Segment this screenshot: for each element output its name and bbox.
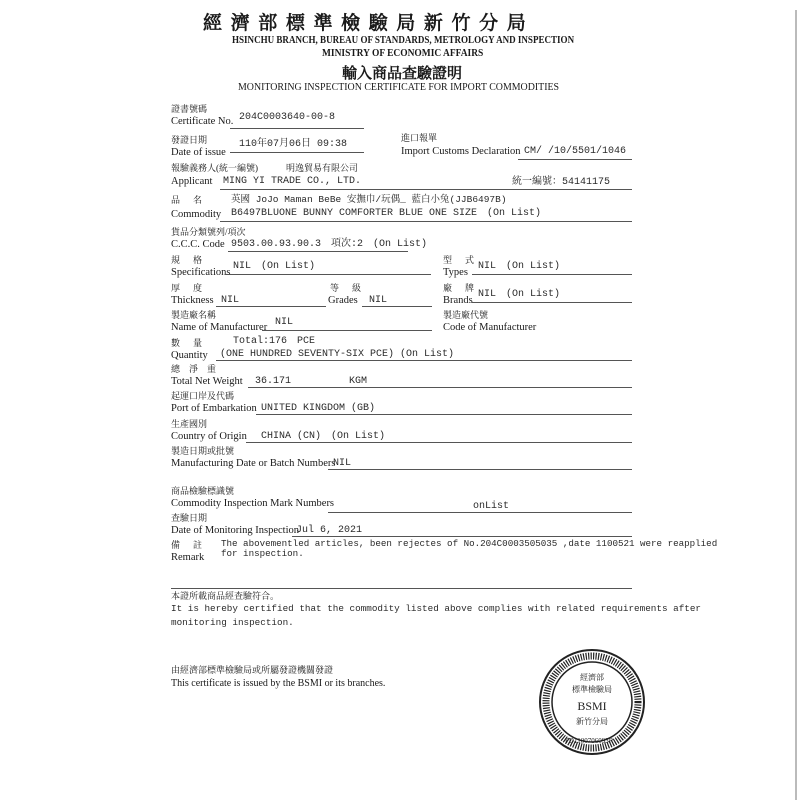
seal-line-1: 經濟部: [580, 673, 604, 682]
remark-label-en: Remark: [171, 552, 205, 563]
manufacturer-value: NIL: [275, 317, 294, 328]
applicant-zh-value: 明逸貿易有限公司: [286, 163, 359, 173]
header-title-zh: 經 濟 部 標 準 檢 驗 局 新 竹 分 局: [203, 12, 527, 34]
mfg-date-label-en: Manufacturing Date or Batch Numbers: [171, 458, 336, 469]
issue-date-value: 110年07月06日 09:38: [239, 139, 348, 150]
seal-line-3: BSMI: [577, 699, 607, 713]
page-edge: [795, 10, 797, 800]
applicant-label-zh: 報驗義務人(統一編號): [171, 163, 258, 173]
cert-no-value: 204C0003640-00-8: [239, 112, 336, 123]
port-line: [256, 414, 632, 415]
mark-line: [328, 512, 632, 513]
quantity-words: (ONE HUNDRED SEVENTY-SIX PCE) (On List): [220, 349, 455, 360]
commodity-en-value: B6497BLUONE BUNNY COMFORTER BLUE ONE SIZE (On List): [231, 208, 542, 219]
spec-label-en: Specifications: [171, 267, 231, 278]
commodity-label-en: Commodity: [171, 209, 222, 220]
types-line: [472, 274, 632, 275]
weight-line: [248, 387, 632, 388]
remark-line-1: The abovementled articles, been rejectes of No.204C0003505035 ,date 1100521 were reapplied: [221, 538, 718, 549]
cert-no-label-zh: 證書號碼: [171, 104, 208, 114]
grades-line: [362, 306, 432, 307]
ccc-line: [228, 251, 408, 252]
quantity-value: Total:176 PCE: [233, 336, 316, 347]
mark-label-zh: 商品檢驗標識號: [171, 486, 235, 496]
monitor-value: Jul 6, 2021: [296, 525, 363, 536]
header-title-en: HSINCHU BRANCH, BUREAU OF STANDARDS, METROLOGY AND INSPECTION: [232, 35, 575, 46]
customs-value: CM/ /10/5501/1046: [524, 146, 627, 157]
ccc-label-zh: 貨品分類號列/項次: [171, 227, 246, 237]
applicant-label-en: Applicant: [171, 176, 213, 187]
origin-label-en: Country of Origin: [171, 431, 247, 442]
brands-line: [472, 302, 632, 303]
ccc-label-en: C.C.C. Code: [171, 239, 225, 250]
certification-zh: 本證所載商品經查驗符合。: [171, 591, 280, 601]
quantity-line: [216, 360, 632, 361]
applicant-line: [220, 189, 632, 190]
cert-no-label-en: Certificate No.: [171, 116, 234, 127]
brands-label-en: Brands: [443, 295, 473, 306]
cert-no-line: [230, 128, 364, 129]
weight-unit: KGM: [349, 376, 368, 387]
commodity-line: [220, 221, 632, 222]
seal-line-2: 標準檢驗局: [572, 685, 612, 694]
remark-label-zh: 備 註: [171, 540, 205, 550]
seal-serial: PD1100706093R: [565, 737, 614, 745]
monitor-label-zh: 查驗日期: [171, 513, 208, 523]
weight-label-en: Total Net Weight: [171, 376, 243, 387]
cert-title-en: MONITORING INSPECTION CERTIFICATE FOR IMPORT COMMODITIES: [238, 81, 560, 93]
mfg-date-label-zh: 製造日期或批號: [171, 446, 235, 456]
applicant-en-value: MING YI TRADE CO., LTD.: [223, 176, 362, 187]
issue-date-line: [230, 152, 364, 153]
issue-label-en: Date of issue: [171, 147, 226, 158]
mfr-code-label-en: Code of Manufacturer: [443, 322, 537, 333]
spec-label-zh: 規 格: [171, 255, 205, 265]
cert-title-zh: 輸入商品查驗證明: [342, 64, 463, 82]
grades-value: NIL: [369, 295, 388, 306]
ccc-value: 9503.00.93.90.3 項次:2 (On List): [231, 239, 428, 250]
spec-value: NIL (On List): [233, 261, 316, 272]
types-value: NIL (On List): [478, 261, 561, 272]
port-value: UNITED KINGDOM (GB): [261, 403, 376, 414]
mfr-code-label-zh: 製造廠代號: [443, 310, 489, 320]
seal-line-4: 新竹分局: [576, 717, 608, 726]
weight-value: 36.171: [255, 376, 292, 387]
quantity-label-zh: 數 量: [171, 338, 205, 348]
origin-value: CHINA (CN) (On List): [261, 431, 386, 442]
customs-label-zh: 進口報單: [401, 133, 438, 143]
brands-label-zh: 廠 牌: [443, 283, 477, 293]
manufacturer-label-zh: 製造廠名稱: [171, 310, 217, 320]
remark-line-2: for inspection.: [221, 548, 304, 559]
thickness-value: NIL: [221, 295, 240, 306]
applicant-id: 統一編號：54141175: [512, 177, 611, 188]
types-label-zh: 型 式: [443, 255, 477, 265]
certification-en-1: It is hereby certified that the commodity listed above complies with related requirements after: [171, 603, 702, 614]
mark-value: onList: [473, 501, 510, 512]
types-label-en: Types: [443, 267, 468, 278]
weight-label-zh: 總 淨 重: [171, 364, 217, 374]
monitor-label-en: Date of Monitoring Inspection: [171, 525, 300, 536]
mfg-date-value: NIL: [333, 458, 352, 469]
issue-label-zh: 發證日期: [171, 135, 208, 145]
quantity-label-en: Quantity: [171, 350, 208, 361]
mark-label-en: Commodity Inspection Mark Numbers: [171, 498, 335, 509]
spec-line: [226, 274, 431, 275]
port-label-zh: 起運口岸及代碼: [171, 391, 235, 401]
certification-en-2: monitoring inspection.: [171, 617, 294, 628]
mfg-date-line: [328, 469, 632, 470]
port-label-en: Port of Embarkation: [171, 403, 257, 414]
customs-line: [518, 159, 632, 160]
remark-bottom-line: [171, 588, 632, 589]
thickness-label-zh: 厚 度: [171, 283, 205, 293]
thickness-line: [216, 306, 326, 307]
customs-label-en: Import Customs Declaration: [401, 146, 521, 157]
brands-value: NIL (On List): [478, 289, 561, 300]
grades-label-zh: 等 級: [330, 283, 364, 293]
origin-line: [246, 442, 632, 443]
issuer-zh: 由經濟部標準檢驗局或所屬發證機關發證: [171, 665, 334, 675]
header-ministry: MINISTRY OF ECONOMIC AFFAIRS: [322, 48, 484, 59]
commodity-zh-value: 英國 JoJo Maman BeBe 安撫巾/玩偶_ 藍白小兔(JJB6497B): [231, 194, 507, 205]
manufacturer-label-en: Name of Manufacturer: [171, 322, 268, 333]
origin-label-zh: 生產國別: [171, 419, 208, 429]
grades-label-en: Grades: [328, 295, 358, 306]
thickness-label-en: Thickness: [171, 295, 214, 306]
issuer-en: This certificate is issued by the BSMI or its branches.: [171, 678, 386, 689]
monitor-line: [292, 536, 632, 537]
commodity-label-zh: 品 名: [171, 195, 205, 205]
manufacturer-line: [262, 330, 432, 331]
